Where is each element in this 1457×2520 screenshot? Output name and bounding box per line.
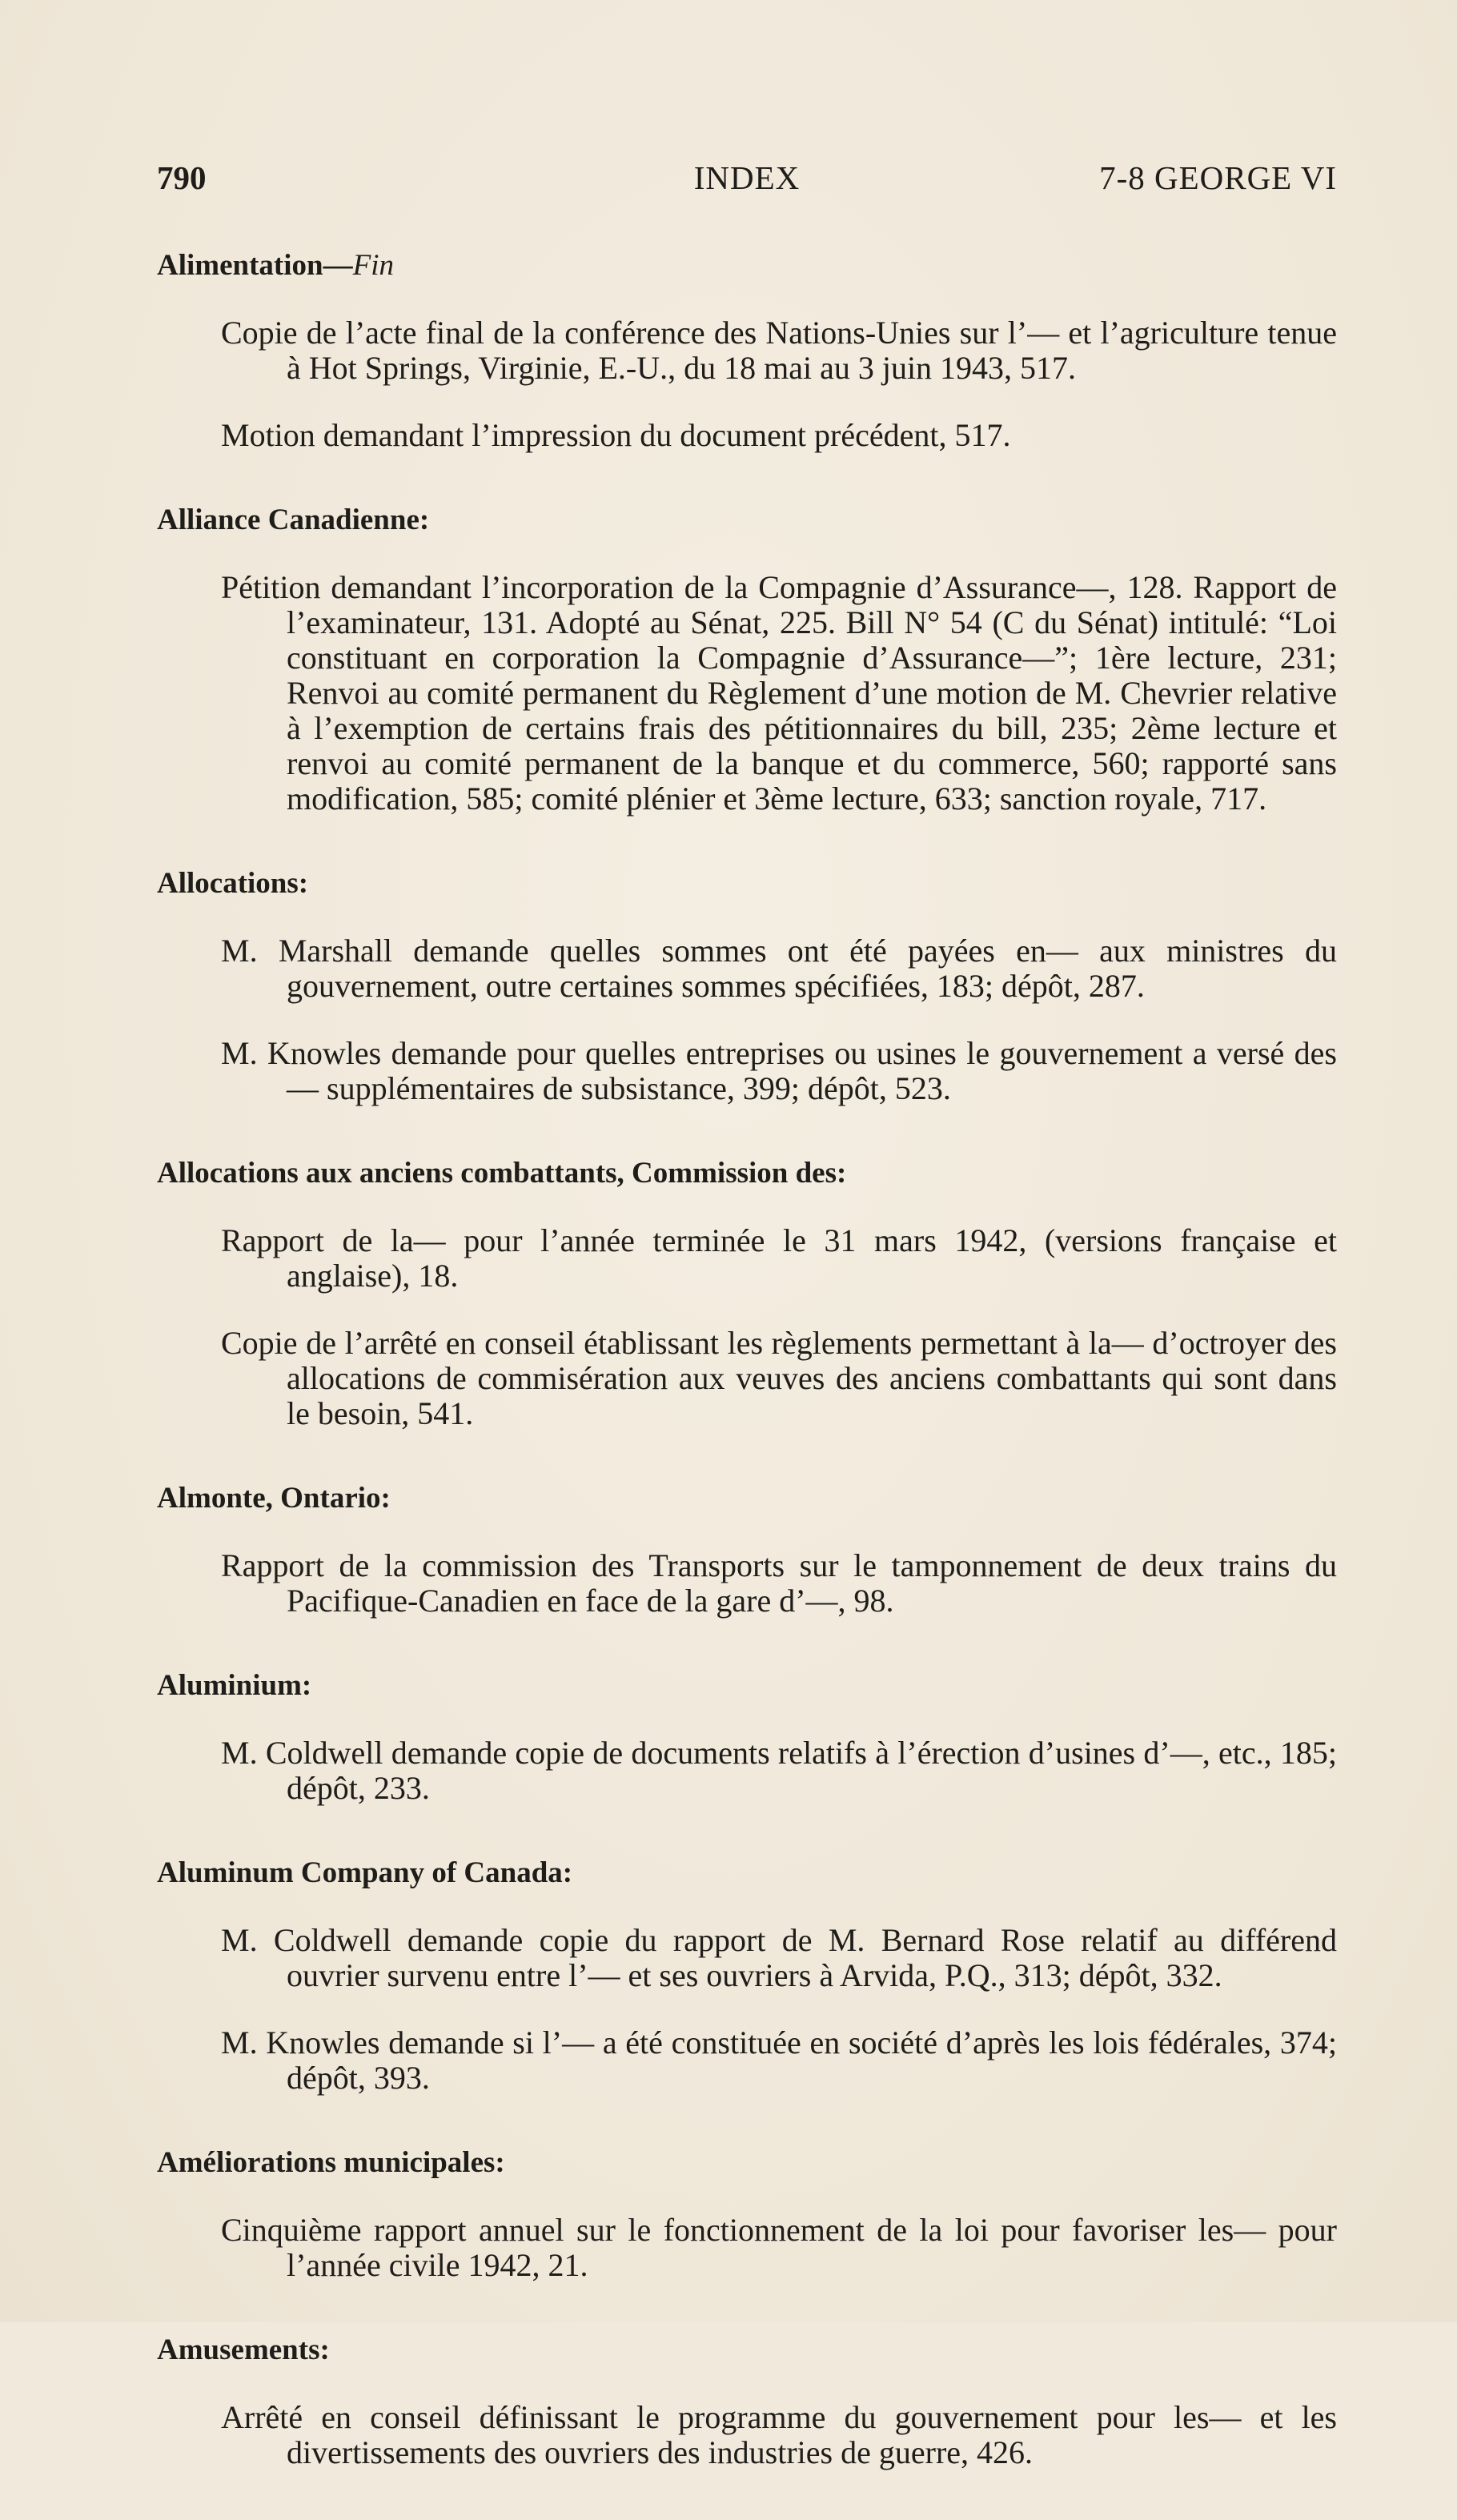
page-number: 790 — [157, 159, 207, 196]
entry-item: M. Coldwell demande copie de documents relatifs à l’érection d’usines d’—, etc., 185; dépôt, 233. — [221, 1735, 1337, 1806]
index-entry-alliance-canadienne — [157, 503, 1337, 817]
entry-heading: Alimentation—Fin — [157, 249, 394, 282]
entry-item: M. Marshall demande quelles sommes ont été payées en— aux ministres du gouvernement, outre certaines sommes spécifiées, 183; dépôt, 287. — [221, 933, 1337, 1004]
index-entry-allocations — [157, 866, 1337, 1106]
index-entry-aluminum-company — [157, 1856, 1337, 2096]
entry-item: Cinquième rapport annuel sur le fonctionnement de la loi pour favoriser les— pour l’année civile 1942, 21. — [221, 2212, 1337, 2283]
entry-item: Rapport de la commission des Transports sur le tamponnement de deux trains du Pacifique-Canadien en face de la gare d’—, 98. — [221, 1547, 1337, 1619]
entry-heading: Allocations: — [157, 867, 309, 900]
index-entry-amusements — [157, 2333, 1337, 2470]
entry-item: Rapport de la— pour l’année terminée le 31 mars 1942, (versions française et anglaise), 18. — [221, 1222, 1337, 1294]
page-title: INDEX — [693, 159, 801, 196]
entry-item: Motion demandant l’impression du document précédent, 517. — [221, 417, 1011, 453]
entry-item: Copie de l’arrêté en conseil établissant les règlements permettant à la— d’octroyer des allocations de commisération aux veuves des anciens combattants qui sont dans le besoin, 541. — [221, 1325, 1337, 1431]
entry-heading: Allocations aux anciens combattants, Commission des: — [157, 1157, 847, 1190]
entry-heading: Almonte, Ontario: — [157, 1482, 391, 1515]
entry-heading: Améliorations municipales: — [157, 2146, 505, 2179]
entry-heading: Aluminum Company of Canada: — [157, 1856, 573, 1889]
index-entry-alimentation — [157, 248, 1337, 453]
entry-item: Copie de l’acte final de la conférence des Nations-Unies sur l’— et l’agriculture tenue à Hot Springs, Virginie, E.-U., du 18 mai au 3 juin 1943, 517. — [221, 315, 1337, 386]
volume-label: 7-8 GEORGE VI — [1099, 159, 1337, 196]
index-entry-allocations-anciens-combattants — [157, 1156, 1337, 1431]
entry-item: M. Knowles demande si l’— a été constituée en société d’après les lois fédérales, 374; dépôt, 393. — [221, 2024, 1337, 2096]
entry-item: M. Knowles demande pour quelles entreprises ou usines le gouvernement a versé des— supplémentaires de subsistance, 399; dépôt, 523. — [221, 1035, 1337, 1106]
heading-suffix: Fin — [352, 249, 394, 282]
entry-heading: Aluminium: — [157, 1669, 312, 1702]
entry-heading: Alliance Canadienne: — [157, 504, 430, 536]
index-entry-almonte-ontario — [157, 1481, 1337, 1619]
entry-item: Pétition demandant l’incorporation de la Compagnie d’Assurance—, 128. Rapport de l’examinateur, 131. Adopté au Sénat, 225. Bill N° 54 (C du Sénat) intitulé: “Loi constituant en corporation la Compagnie d’Assurance—”; 1ère lecture, 231; Renvoi au comité permanent du Règlement d’une motion de M. Chevrier relative à l’exemption de certains frais des pétitionnaires du bill, 235; 2ème lecture et renvoi au comité permanent de la banque et du commerce, 560; rapporté sans modification, 585; comité plénier et 3ème lecture, 633; sanction royale, 717. — [221, 569, 1337, 817]
index-entry-aluminium — [157, 1668, 1337, 1806]
page-header — [157, 157, 1337, 199]
index-entry-ameliorations-municipales — [157, 2145, 1337, 2283]
index-content — [157, 248, 1337, 2520]
entry-heading: Amusements: — [157, 2333, 330, 2366]
entry-item: Arrêté en conseil définissant le programme du gouvernement pour les— et les divertissements des ouvriers des industries de guerre, 426. — [221, 2399, 1337, 2470]
entry-item: M. Coldwell demande copie du rapport de M. Bernard Rose relatif au différend ouvrier survenu entre l’— et ses ouvriers à Arvida, P.Q., 313; dépôt, 332. — [221, 1922, 1337, 1993]
